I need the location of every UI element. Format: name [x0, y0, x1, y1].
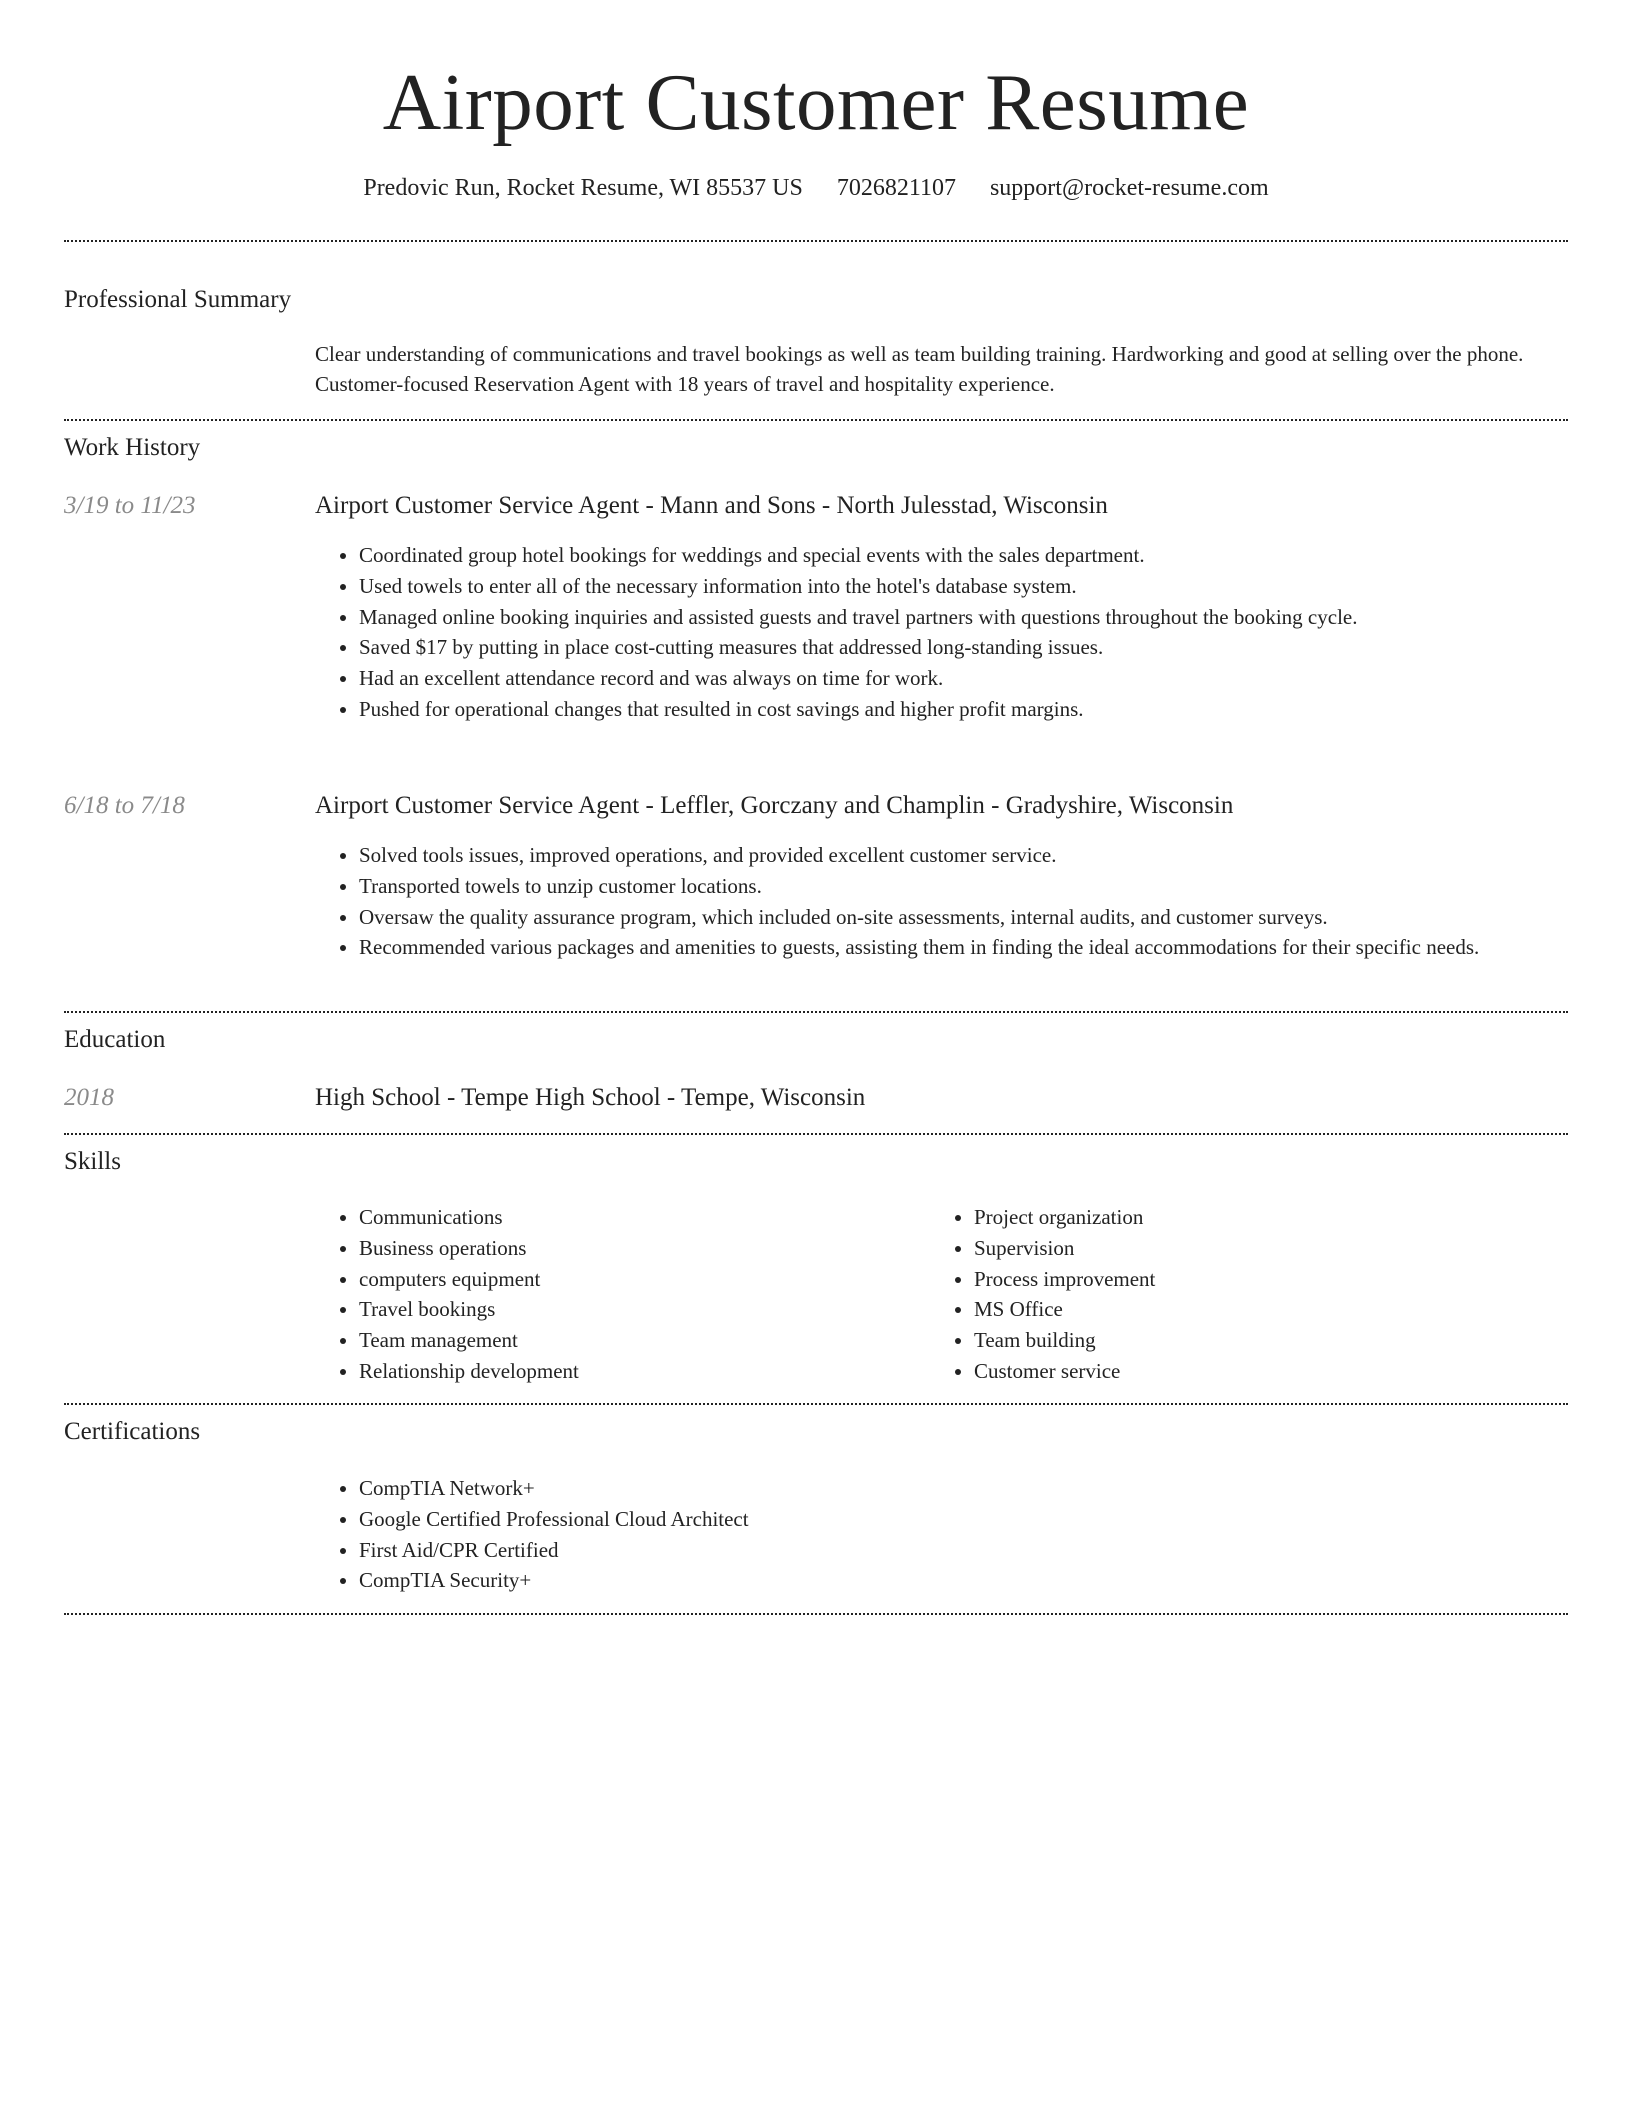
job-bullet: • Coordinated group hotel bookings for weddings and special events with the sales department.: [359, 540, 1565, 571]
job-bullet: • Recommended various packages and amenities to guests, assisting them in finding the ideal accommodations for their specific needs.: [359, 932, 1565, 963]
skill-item: • Team management: [359, 1325, 919, 1356]
resume-name: Airport Customer Resume: [382, 57, 1250, 147]
certification-item: • CompTIA Network+: [359, 1473, 1259, 1504]
skills-heading: Skills: [64, 1148, 121, 1175]
skill-item: • Business operations: [359, 1233, 919, 1264]
job-bullets: [315, 840, 1565, 963]
education-degree: High School - Tempe High School - Tempe, Wisconsin: [315, 1084, 866, 1111]
job-dates: 6/18 to 7/18: [64, 792, 185, 819]
job-bullet: • Had an excellent attendance record and was always on time for work.: [359, 663, 1565, 694]
contact-address: Predovic Run, Rocket Resume, WI 85537 US: [363, 175, 803, 201]
skill-item: • Travel bookings: [359, 1294, 919, 1325]
job-dates: 3/19 to 11/23: [64, 492, 196, 519]
job-title: Airport Customer Service Agent - Leffler, Gorczany and Champlin - Gradyshire, Wisconsin: [315, 792, 1234, 819]
job-bullet: • Managed online booking inquiries and assisted guests and travel partners with questions throughout the booking cycle.: [359, 602, 1565, 633]
summary-heading: Professional Summary: [64, 286, 292, 313]
section-divider: [64, 1613, 1568, 1615]
summary-text: Clear understanding of communications and travel bookings as well as team building training. Hardworking and good at selling over the phone. Customer-focused Reservation Agent with 18 years of travel and hospitality experience.: [315, 342, 1524, 396]
work-history-heading: Work History: [64, 434, 201, 461]
contact-phone: 7026821107: [836, 175, 956, 201]
section-divider: [64, 1403, 1568, 1405]
job-bullet: • Transported towels to unzip customer locations.: [359, 871, 1565, 902]
certification-item: • CompTIA Security+: [359, 1565, 1259, 1596]
job-title: Airport Customer Service Agent - Mann and Sons - North Julesstad, Wisconsin: [315, 492, 1108, 519]
skill-item: • Customer service: [974, 1356, 1534, 1387]
job-bullets: [315, 540, 1565, 725]
contact-email: support@rocket-resume.com: [989, 175, 1269, 201]
certifications-heading: Certifications: [64, 1418, 201, 1445]
section-divider: [64, 419, 1568, 421]
education-heading: Education: [64, 1026, 166, 1053]
skill-item: • Supervision: [974, 1233, 1534, 1264]
skill-item: • Team building: [974, 1325, 1534, 1356]
job-bullet: • Pushed for operational changes that resulted in cost savings and higher profit margins.: [359, 694, 1565, 725]
certification-item: • First Aid/CPR Certified: [359, 1535, 1259, 1566]
skills-list-right: [930, 1202, 1534, 1387]
job-bullet: • Saved $17 by putting in place cost-cutting measures that addressed long-standing issues.: [359, 632, 1565, 663]
section-divider: [64, 240, 1568, 242]
skill-item: • Process improvement: [974, 1264, 1534, 1295]
education-year: 2018: [64, 1084, 114, 1111]
skill-item: • Communications: [359, 1202, 919, 1233]
job-bullet: • Oversaw the quality assurance program, which included on-site assessments, internal audits, and customer surveys.: [359, 902, 1565, 933]
section-divider: [64, 1133, 1568, 1135]
certifications-list: [315, 1473, 1259, 1596]
skill-item: • Project organization: [974, 1202, 1534, 1233]
skill-item: • MS Office: [974, 1294, 1534, 1325]
job-bullet: • Used towels to enter all of the necessary information into the hotel's database system.: [359, 571, 1565, 602]
skill-item: • Relationship development: [359, 1356, 919, 1387]
certification-item: • Google Certified Professional Cloud Architect: [359, 1504, 1259, 1535]
section-divider: [64, 1011, 1568, 1013]
skill-item: • computers equipment: [359, 1264, 919, 1295]
job-bullet: • Solved tools issues, improved operations, and provided excellent customer service.: [359, 840, 1565, 871]
contact-line: [0, 172, 1632, 204]
skills-list-left: [315, 1202, 919, 1387]
